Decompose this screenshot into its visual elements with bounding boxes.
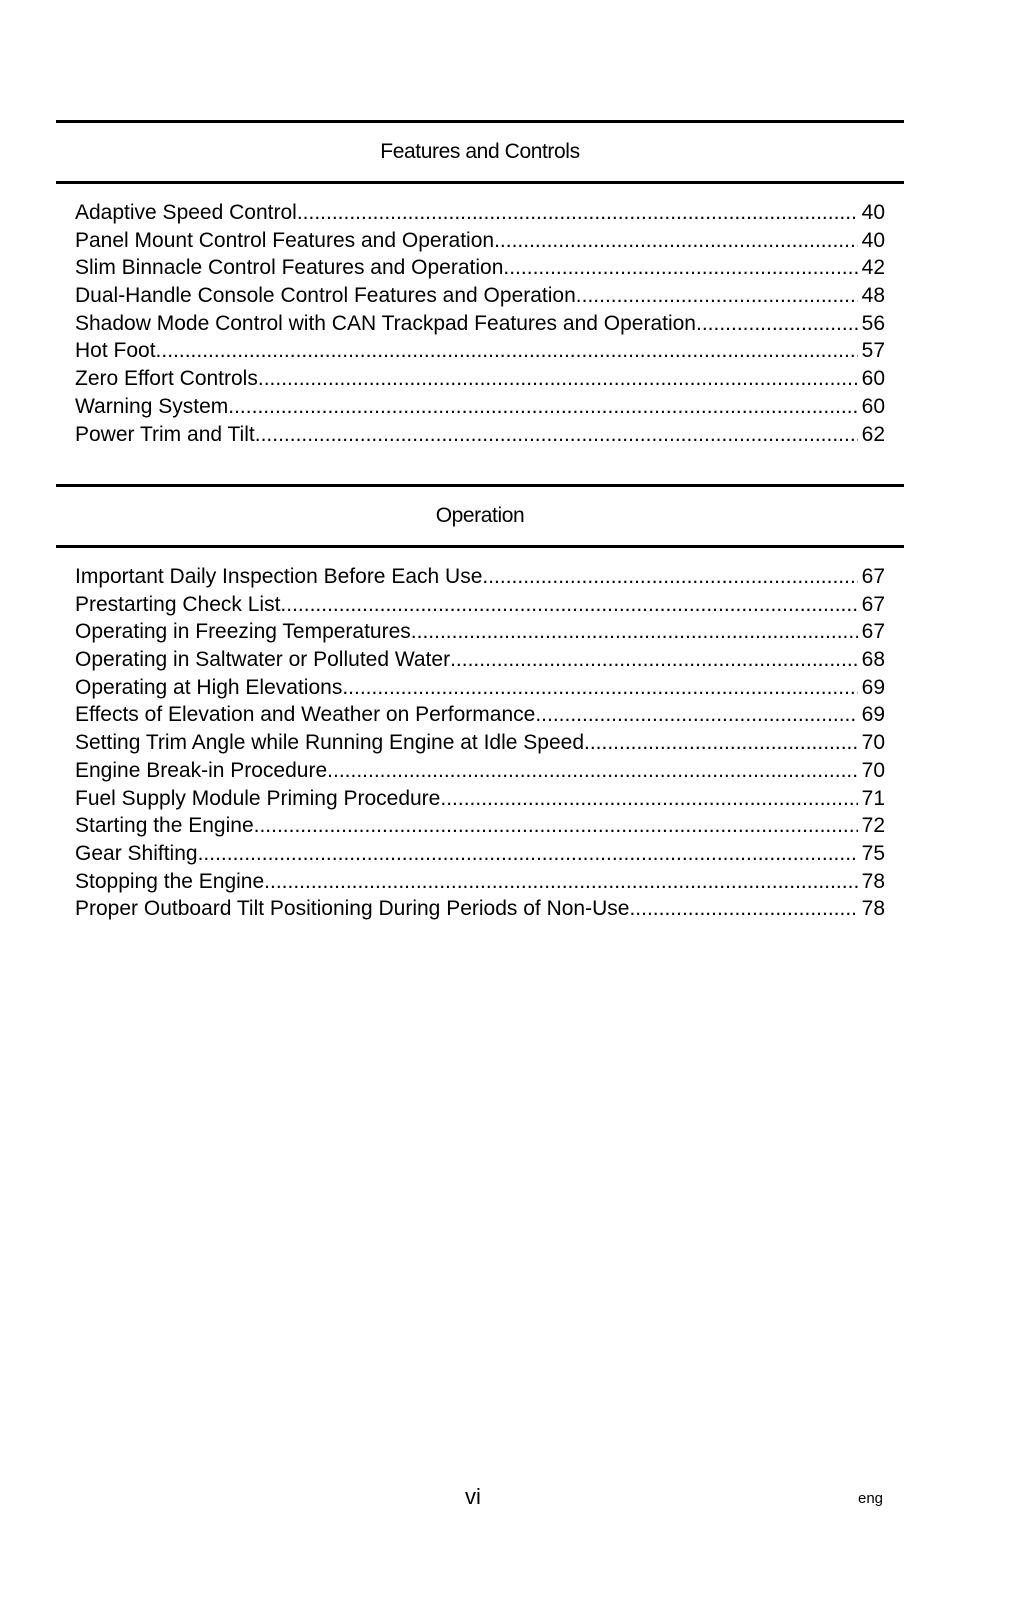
toc-entry[interactable] — [56, 563, 904, 591]
section-heading: Features and Controls — [380, 140, 580, 163]
toc-entry-page: 56 — [861, 311, 885, 335]
toc-leader-dots — [280, 591, 857, 619]
toc-entry-page: 40 — [861, 201, 885, 224]
toc-entry[interactable] — [56, 701, 904, 729]
toc-entry-title: Operating in Freezing Temperatures — [75, 620, 411, 644]
toc-list — [56, 184, 904, 448]
toc-entry-title: Starting the Engine — [75, 814, 254, 838]
toc-leader-dots — [494, 227, 858, 255]
toc-entry-title: Zero Effort Controls — [75, 367, 258, 391]
toc-leader-dots — [297, 199, 858, 227]
toc-entry[interactable] — [56, 393, 904, 421]
toc-entry[interactable] — [56, 840, 904, 868]
toc-leader-dots — [576, 282, 858, 310]
toc-entry-title: Operating in Saltwater or Polluted Water — [75, 648, 451, 672]
toc-entry[interactable] — [56, 310, 904, 338]
toc-entry-title: Slim Binnacle Control Features and Operation — [75, 256, 504, 280]
toc-entry-page: 70 — [861, 731, 885, 755]
toc-entry-page: 48 — [861, 284, 885, 308]
toc-entry-title: Shadow Mode Control with CAN Trackpad Features and Operation — [75, 311, 696, 335]
toc-entry[interactable] — [56, 757, 904, 785]
toc-leader-dots — [440, 785, 857, 813]
toc-leader-dots — [264, 868, 857, 896]
toc-entry-title: Effects of Elevation and Weather on Performance — [75, 703, 536, 727]
toc-entry[interactable] — [56, 812, 904, 840]
toc-entry[interactable] — [56, 365, 904, 393]
toc-entry[interactable] — [56, 337, 904, 365]
toc-entry-title: Important Daily Inspection Before Each Use — [75, 565, 483, 588]
toc-entry[interactable] — [56, 674, 904, 702]
toc-entry[interactable] — [56, 895, 904, 923]
toc-entry-page: 67 — [861, 620, 885, 644]
toc-entry[interactable] — [56, 591, 904, 619]
toc-entry[interactable] — [56, 618, 904, 646]
toc-entry-title: Engine Break-in Procedure — [75, 758, 328, 782]
toc-leader-dots — [255, 421, 858, 449]
toc-entry-title: Proper Outboard Tilt Positioning During Periods of Non-Use — [75, 897, 630, 921]
toc-leader-dots — [411, 618, 858, 646]
toc-entry-title: Warning System — [75, 394, 229, 418]
toc-entry-page: 69 — [861, 675, 885, 699]
toc-leader-dots — [584, 729, 858, 757]
toc-entry-page: 67 — [861, 592, 885, 616]
toc-leader-dots — [503, 254, 857, 282]
toc-entry[interactable] — [56, 199, 904, 227]
toc-entry-title: Fuel Supply Module Priming Procedure — [75, 786, 441, 810]
toc-entry-title: Gear Shifting — [75, 841, 198, 865]
toc-leader-dots — [198, 840, 858, 868]
toc-section-features-and-controls — [56, 120, 904, 448]
language-code: eng — [858, 1490, 884, 1507]
toc-entry[interactable] — [56, 227, 904, 255]
toc-entry[interactable] — [56, 868, 904, 896]
toc-entry-title: Prestarting Check List — [75, 592, 281, 616]
toc-entry-page: 70 — [861, 758, 885, 782]
toc-entry[interactable] — [56, 729, 904, 757]
toc-leader-dots — [342, 674, 857, 702]
toc-entry-page: 75 — [861, 841, 885, 865]
toc-entry-page: 60 — [861, 394, 885, 418]
toc-entry-title: Power Trim and Tilt — [75, 422, 255, 446]
toc-entry[interactable] — [56, 421, 904, 449]
toc-entry-page: 71 — [861, 786, 885, 810]
toc-entry-page: 68 — [861, 648, 885, 672]
toc-leader-dots — [327, 757, 857, 785]
toc-leader-dots — [535, 701, 857, 729]
toc-list — [56, 548, 904, 923]
toc-leader-dots — [258, 365, 858, 393]
toc-entry-title: Stopping the Engine — [75, 869, 265, 893]
page-number: vi — [465, 1484, 481, 1509]
toc-entry[interactable] — [56, 646, 904, 674]
toc-leader-dots — [156, 337, 858, 365]
toc-entry-title: Adaptive Speed Control — [75, 201, 297, 224]
toc-section-operation — [56, 484, 904, 923]
toc-entry-page: 72 — [861, 814, 885, 838]
toc-entry-page: 62 — [861, 422, 885, 446]
toc-leader-dots — [228, 393, 857, 421]
toc-leader-dots — [450, 646, 858, 674]
toc-entry-page: 69 — [861, 703, 885, 727]
toc-leader-dots — [696, 310, 858, 338]
toc-entry-page: 67 — [861, 565, 885, 588]
toc-entry-title: Panel Mount Control Features and Operation — [75, 228, 495, 252]
toc-entry-page: 42 — [861, 256, 885, 280]
toc-entry[interactable] — [56, 785, 904, 813]
toc-leader-dots — [482, 563, 857, 591]
toc-entry-title: Setting Trim Angle while Running Engine at Idle Speed — [75, 731, 584, 755]
toc-entry-page: 78 — [861, 869, 885, 893]
toc-entry-page: 57 — [861, 339, 885, 363]
toc-entry-page: 40 — [861, 228, 885, 252]
toc-entry-page: 60 — [861, 367, 885, 391]
toc-entry-title: Hot Foot — [75, 339, 156, 363]
toc-entry-page: 78 — [861, 897, 885, 921]
toc-entry[interactable] — [56, 282, 904, 310]
toc-entry[interactable] — [56, 254, 904, 282]
toc-entry-title: Dual-Handle Console Control Features and Operation — [75, 284, 576, 308]
section-heading: Operation — [435, 504, 525, 527]
toc-leader-dots — [254, 812, 858, 840]
toc-leader-dots — [629, 895, 857, 923]
toc-entry-title: Operating at High Elevations — [75, 675, 343, 699]
